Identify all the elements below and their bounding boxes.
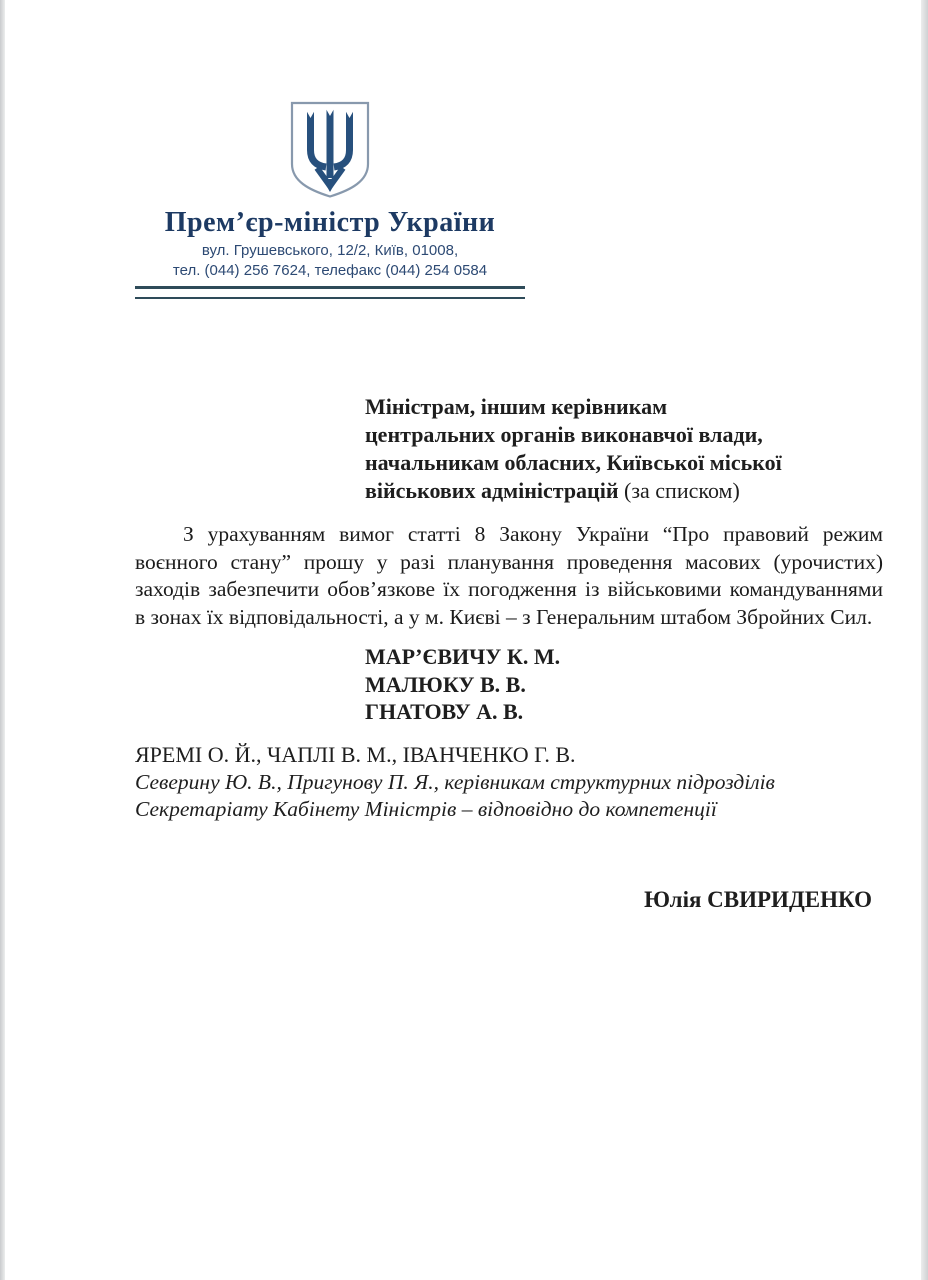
addressee-names-block <box>365 643 560 726</box>
body-line-3: заходів забезпечити обов’язкове їх погодження із військовими командуваннями <box>135 577 883 601</box>
org-address-line-1: вул. Грушевського, 12/2, Київ, 01008, <box>201 242 459 259</box>
cc-italic-line-2: Секретаріату Кабінету Міністрів – відповідно до компетенції <box>135 797 717 821</box>
signature-name: Юлія СВИРИДЕНКО <box>644 887 872 912</box>
page-edge-right <box>921 0 928 1280</box>
header-divider <box>135 286 525 299</box>
org-address-line-2: тел. (044) 256 7624, телефакс (044) 254 0584 <box>172 262 488 279</box>
body-line-1: З урахуванням вимог статті 8 Закону України “Про правовий режим <box>183 522 883 546</box>
body-line-2: воєнного стану” прошу у разі планування проведення масових (урочистих) <box>135 549 883 574</box>
page-edge-left <box>0 0 5 1280</box>
name-line-3: ГНАТОВУ А. В. <box>365 699 524 724</box>
recipients-block <box>365 393 782 505</box>
name-line-2: МАЛЮКУ В. В. <box>365 671 526 697</box>
ukraine-trident-emblem-icon <box>285 100 375 200</box>
body-paragraph <box>135 521 883 631</box>
recipient-line-4-note: (за списком) <box>618 478 740 503</box>
recipient-line-4-bold: військових адміністрацій <box>365 478 619 503</box>
body-line-4: в зонах їх відповідальності, а у м. Києві – з Генеральним штабом Збройних Сил. <box>135 604 873 629</box>
recipient-line-2: центральних органів виконавчої влади, <box>365 422 763 447</box>
recipient-line-1: Міністрам, іншим керівникам <box>365 394 668 419</box>
cc-block <box>135 741 775 824</box>
cc-italic-line-1: Северину Ю. В., Пригунову П. Я., керівникам структурних підрозділів <box>135 769 775 794</box>
recipient-line-4 <box>365 477 782 505</box>
letterhead <box>135 100 525 299</box>
cc-caps-line: ЯРЕМІ О. Й., ЧАПЛІ В. М., ІВАНЧЕНКО Г. В. <box>135 742 576 767</box>
name-line-1: МАР’ЄВИЧУ К. М. <box>365 644 561 669</box>
recipient-line-3: начальникам обласних, Київської міської <box>365 450 782 475</box>
org-title: Прем’єр-міністр України <box>164 207 496 238</box>
